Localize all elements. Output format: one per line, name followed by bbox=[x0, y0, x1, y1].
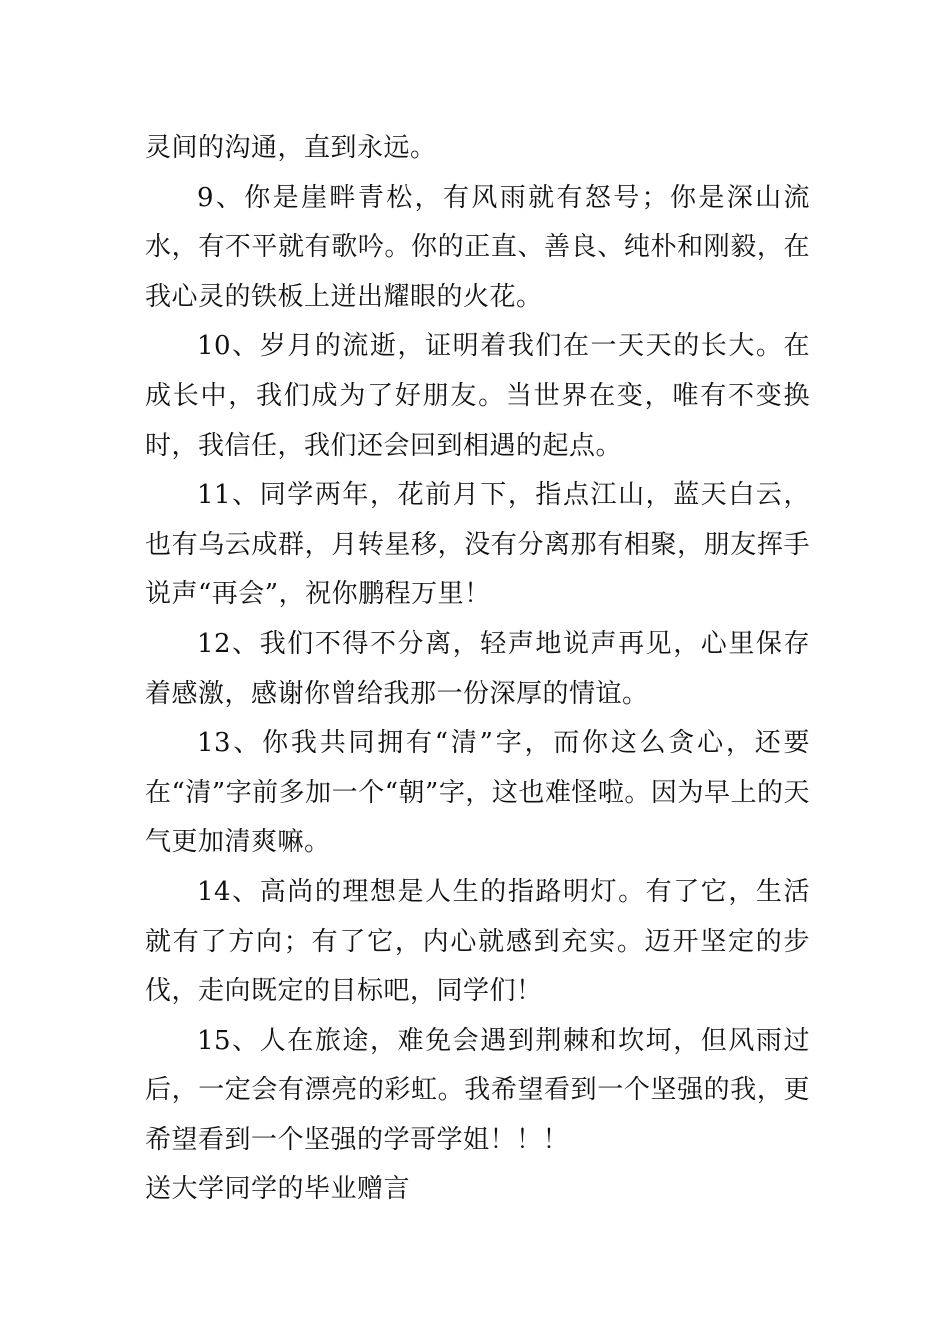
paragraph-9: 9、你是崖畔青松，有风雨就有怒号；你是深山流水，有不平就有歌吟。你的正直、善良、纯朴和刚毅，在我心灵的铁板上迸出耀眼的火花。 bbox=[145, 182, 810, 312]
section-heading: 送大学同学的毕业赠言 bbox=[145, 1174, 411, 1205]
paragraph-continued: 灵间的沟通，直到永远。 bbox=[145, 133, 437, 163]
paragraph-10: 10、岁月的流逝，证明着我们在一天天的长大。在成长中，我们成为了好朋友。当世界在变，唯有不变换时，我信任，我们还会回到相遇的起点。 bbox=[145, 331, 810, 461]
paragraph-13: 13、你我共同拥有“清”字，而你这么贪心，还要在“清”字前多加一个“朝”字，这也难怪啦。因为早上的天气更加清爽嘛。 bbox=[145, 728, 810, 858]
document-body bbox=[145, 124, 810, 1215]
paragraph-15: 15、人在旅途，难免会遇到荆棘和坎坷，但风雨过后，一定会有漂亮的彩虹。我希望看到一个坚强的我，更希望看到一个坚强的学哥学姐！！！ bbox=[145, 1025, 810, 1155]
paragraph-12: 12、我们不得不分离，轻声地说声再见，心里保存着感激，感谢你曾给我那一份深厚的情谊。 bbox=[145, 628, 810, 709]
paragraph-11: 11、同学两年，花前月下，指点江山，蓝天白云，也有乌云成群，月转星移，没有分离那有相聚，朋友挥手说声“再会”，祝你鹏程万里！ bbox=[145, 480, 810, 610]
paragraph-14: 14、高尚的理想是人生的指路明灯。有了它，生活就有了方向；有了它，内心就感到充实。迈开坚定的步伐，走向既定的目标吧，同学们！ bbox=[145, 876, 810, 1007]
